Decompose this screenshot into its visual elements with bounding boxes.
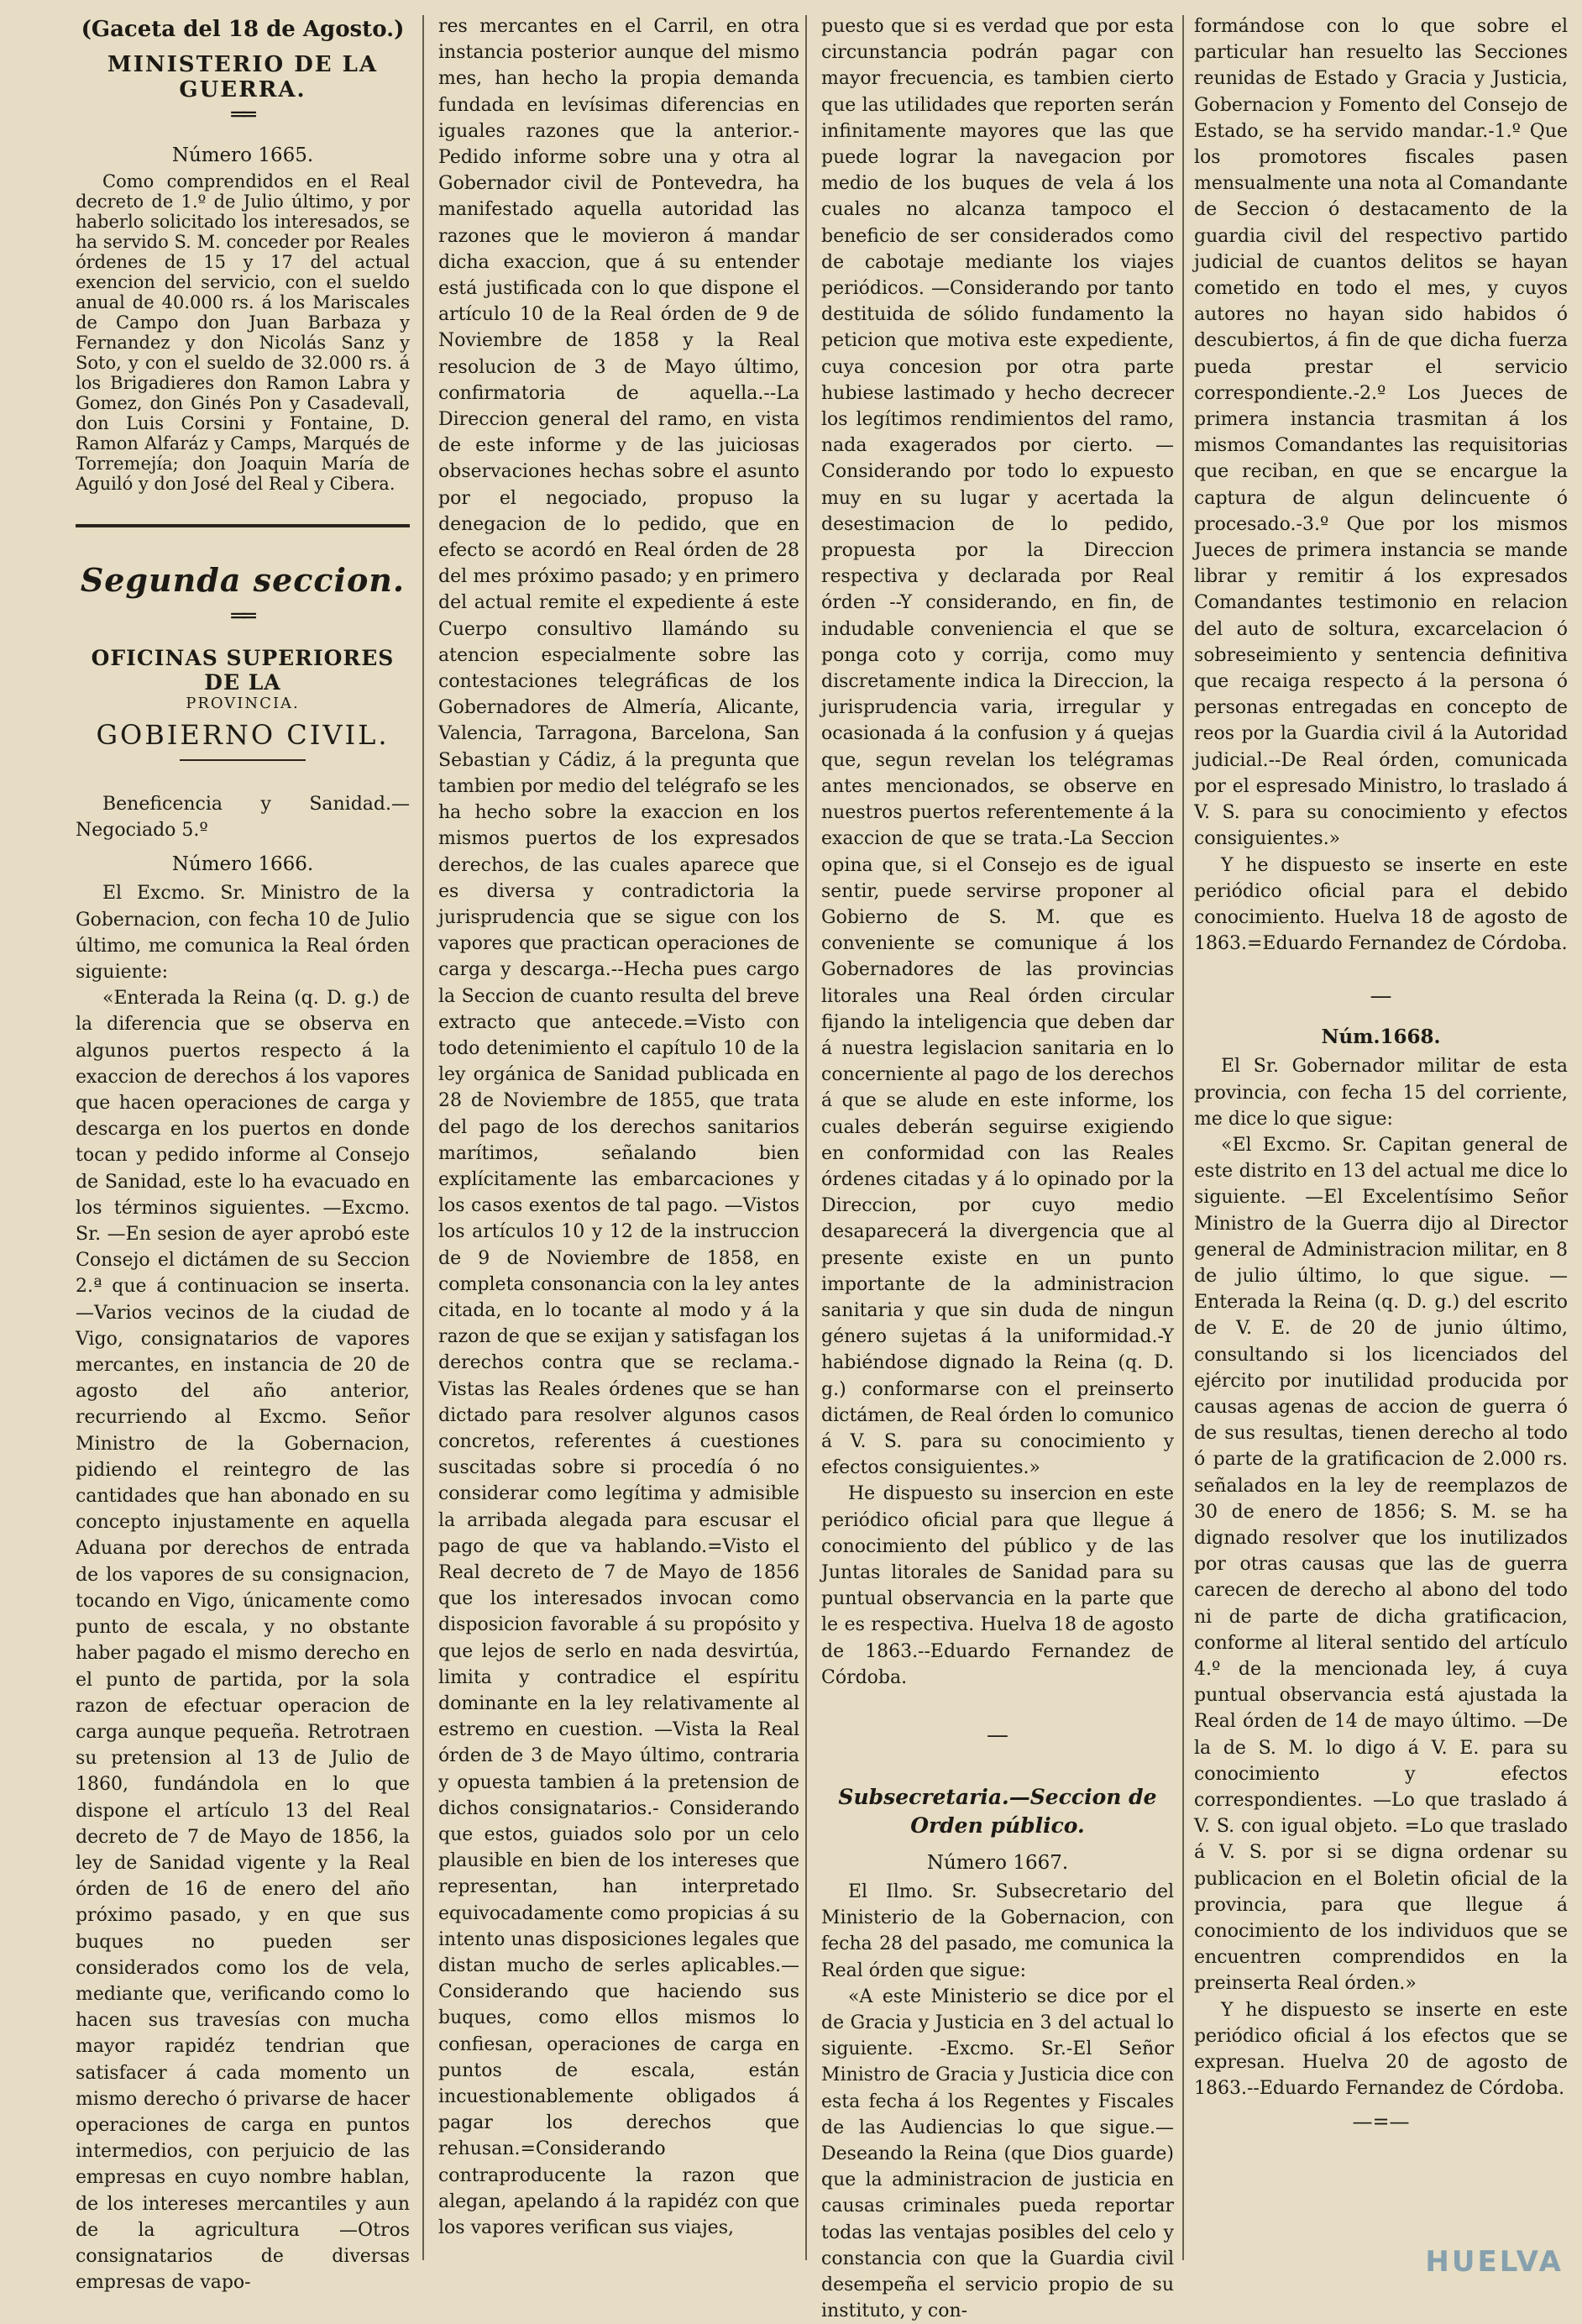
- archive-watermark: [1425, 2237, 1564, 2282]
- column-2: [438, 13, 799, 2279]
- oficinas-heading: OFICINAS SUPERIORES DE LA: [91, 646, 395, 695]
- paragraph-1666-body: «Enterada la Reina (q. D. g.) de la diferencia que se observa en algunos puertos respecto á la exaccion de derechos á los vapores que hacen operaciones de carga y descarga en los puertos en donde tocan y pedido informe al Consejo de Sanidad, este lo ha evacuado en los términos siguientes. —Excmo. Sr. —En sesion de ayer aprobó este Consejo el dictámen de su Seccion 2.ª que á continuacion se inserta. —Varios vecinos de la ciudad de Vigo, consignatarios de vapores mercantes, en instancia de 20 de agosto del año anterior, recurriendo al Excmo. Señor Ministro de la Gobernacion, pidiendo el reintegro de las cantidades que han abonado en su concepto injustamente en aquella Aduana por derechos de entrada de los vapores de su consignacion, tocando en Vigo, únicamente como punto de escala, y no obstante haber pagado el mismo derecho en el punto de partida, por la sola razon de efectuar operacion de carga aunque pequeña. Retrotraen su pretension al 13 de Julio de 1860, fundándola en lo que dispone el artículo 13 del Real decreto de 7 de Mayo de 1856, la ley de Sanidad vigente y la Real órden de 16 de enero del año próximo pasado, y en que sus buques no pueden ser considerados como los de vela, mediante que, verificando como lo hacen sus travesías con mucha mayor rapidéz tendrian que satisfacer á cada momento un mismo derecho ó privarse de hacer operaciones de carga en puntos intermedios, con perjuicio de las empresas en cuyo nombre hablan, de los intereses mercantiles y aun de la agricultura —Otros consignatarios de diversas empresas de vapo-: [76, 988, 410, 2294]
- paragraph-1668-intro: El Sr. Gobernador militar de esta provincia, con fecha 15 del corriente, me dice lo que sigue:: [1194, 1056, 1568, 1130]
- paragraph-continuation: puesto que si es verdad que por esta circunstancia podrán pagar con mayor frecuencia, es tambien cierto que las utilidades que reporten serán infinitamente mayores que las que puede lograr la navegacion por medio de los buques de vela á los cuales no alcanza tampoco el beneficio de ser considerados como de cabotaje mediante los viajes periódicos. —Considerando por tanto destituida de sólido fundamento la peticion que motiva este expediente, cuya concesion por otra parte hubiese lastimado y hecho decrecer los legítimos rendimientos del ramo, nada exagerados por cierto. —Considerando por todo lo expuesto muy en su lugar y acertada la desestimacion de lo pedido, propuesta por la Direccion respectiva y declarada por Real órden --Y considerando, en fin, de indudable conveniencia el que se ponga coto y corrija, como muy discretamente indica la Direccion, la jurisprudencia varia, irregular y ocasionada á la confusion y á quejas que, segun revelan los telégramas antes mencionados, se observe en nuestros puertos referentemente á la exaccion de que se trata.-La Seccion opina que, si el Consejo es de igual sentir, puede servirse proponer al Gobierno de S. M. que es conveniente se comunique á los Gobernadores de las provincias litorales una Real órden circular fijando la inteligencia que deben dar á nuestra legislacion sanitaria en lo concerniente al pago de los derechos á que se alude en este informe, los cuales deberán seguirse exigiendo en conformidad con las Reales órdenes citadas y á lo opinado por la Direccion, por cuyo medio desaparecerá la divergencia que al presente existe en un punto importante de la administracion sanitaria y que sin duda de ningun género sujetas á la uniformidad.-Y habiéndose dignado la Reina (q. D. g.) conformarse con el preinserto dictámen, de Real órden lo comunico á V. S. para su conocimiento y efectos consiguientes.»: [821, 16, 1174, 1479]
- paragraph-1665: Como comprendidos en el Real decreto de 1.º de Julio último, y por haberlo solicitado los interesados, se ha servido S. M. conceder por Reales órdenes de 15 y 17 del actual exencion del servicio, con el sueldo anual de 40.000 rs. á los Mariscales de Campo don Juan Barbaza y Fernandez y don Nicolás Sanz y Soto, y con el sueldo de 32.000 rs. á los Brigadieres don Ramon Labra y Gomez, don Ginés Pon y Casadevall, don Luis Corsini y Fontaine, D. Ramon Alfaráz y Camps, Marqués de Torremejía; don Joaquin María de Aguiló y don José del Real y Cibera.: [76, 171, 410, 494]
- provincia-heading: PROVINCIA.: [186, 695, 300, 712]
- end-dash: —=—: [1352, 2110, 1410, 2134]
- column-4: [1194, 13, 1568, 2279]
- column-1: [76, 13, 410, 2294]
- gobierno-civil-heading: GOBIERNO CIVIL.: [96, 719, 390, 751]
- watermark-label: HUELVA: [1425, 2245, 1564, 2279]
- ministerio-heading: MINISTERIO DE LA GUERRA.: [107, 52, 379, 102]
- column-rule: [422, 15, 424, 2260]
- paragraph-1666-intro: El Excmo. Sr. Ministro de la Gobernacion, con fecha 10 de Julio último, me comunica la Real órden siguiente:: [76, 883, 410, 984]
- paragraph-1667-intro: El Ilmo. Sr. Subsecretario del Ministerio de la Gobernacion, con fecha 28 del pasado, me comunica la Real órden que sigue:: [821, 1881, 1174, 1981]
- double-rule: ══: [231, 604, 254, 629]
- paragraph-continuation: formándose con lo que sobre el particular han resuelto las Secciones reunidas de Estado y Gracia y Justicia, Gobernacion y Fomento del Consejo de Estado, se ha servido mandar.-1.º Que los promotores fiscales pasen mensualmente una nota al Comandante de Seccion ó destacamento de la guardia civil del respectivo partido judicial de cuantos delitos se hayan cometido en todo el mes, y cuyos autores no hayan sido habidos ó descubiertos, á fin de que dicha fuerza pueda prestar el servicio correspondiente.-2.º Los Jueces de primera instancia trasmitan á los mismos Comandantes las requisitorias que reciban, en que se encargue la captura de algun delincuente ó procesado.-3.º Que por los mismos Jueces de primera instancia se mande librar y remitir á los expresados Comandantes testimonio en relacion del auto de soltura, excarcelacion ó sobreseimiento y sentencia definitiva que recaiga respecto á la persona ó personas entregadas en concepto de reos por la Guardia civil á la Autoridad judicial.--De Real órden, comunicada por el espresado Ministro, lo traslado á V. S. para su conocimiento y efectos consiguientes.»: [1194, 16, 1568, 850]
- short-rule: [180, 759, 306, 761]
- paragraph-dispuesto: Y he dispuesto se inserte en este periódico oficial para el debido conocimiento. Huelva 18 de agosto de 1863.=Eduardo Fernandez de Córdoba.: [1194, 854, 1568, 955]
- paragraph-dispuesto-final: Y he dispuesto se inserte en este periódico oficial á los efectos que se expresan. Huelva 20 de agosto de 1863.--Eduardo Fernandez de Córdoba.: [1194, 1999, 1568, 2100]
- numero-1668: Núm.1668.: [1321, 1026, 1441, 1049]
- subsecretaria-heading: Subsecretaria.—Seccion de Orden público.: [838, 1785, 1157, 1838]
- double-rule: ══: [231, 102, 254, 128]
- paragraph-1668-body: «El Excmo. Sr. Capitan general de este distrito en 13 del actual me dice lo siguiente. —El Excelentísimo Señor Ministro de la Guerra dijo al Director general de Administracion militar, en 8 de julio último, lo que sigue. —Enterada la Reina (q. D. g.) del escrito de V. E. de 20 de junio último, consultando si los licenciados del ejército por inutilidad producida por causas agenas de accion de guerra ó de sus resultas, tienen derecho al todo ó parte de la gratificacion de 2.000 rs. señalados en la ley de reemplazos de 30 de enero de 1856; S. M. se ha dignado resolver que los inutilizados por otras causas que las de guerra carecen de derecho al abono del todo ni de parte de dicha gratificacion, conforme al literal sentido del artículo 4.º de la mencionada ley, á cuya puntual observancia está ajustada la Real órden de 14 de mayo último. —De la de S. M. lo digo á V. E. para su conocimiento y efectos correspondientes. —Lo que traslado á V. S. con igual objeto. =Lo que traslado á V. S. por si se digna ordenar su publicacion en el Boletin oficial de la provincia, para que llegue á conocimiento de los individuos que se encuentren comprendidos en la preinserta Real órden.»: [1194, 1134, 1568, 1995]
- numero-1665: Número 1665.: [171, 144, 314, 166]
- column-rule: [1182, 15, 1184, 2260]
- numero-1666: Número 1666.: [171, 853, 314, 876]
- column-rule: [805, 15, 807, 2260]
- segunda-seccion-title: Segunda seccion.: [80, 561, 406, 599]
- numero-1667: Número 1667.: [926, 1852, 1069, 1874]
- beneficencia-line: Beneficencia y Sanidad.—Negociado 5.º: [76, 794, 410, 842]
- paragraph-1667-body: «A este Ministerio se dice por el de Gracia y Justicia en 3 del actual lo siguiente. -Excmo. Sr.-El Señor Ministro de Gracia y Justicia dice con esta fecha á los Regentes y Fiscales de las Audiencias lo que sigue.—Deseando la Reina (que Dios guarde) que la administracion de justicia en causas criminales pueda reportar todas las ventajas posibles del celo y constancia con que la Guardia civil desempeña el servicio propio de su instituto, y con-: [821, 1986, 1174, 2322]
- gaceta-date: (Gaceta del 18 de Agosto.): [81, 17, 405, 42]
- section-divider: [76, 524, 410, 527]
- paragraph-dispuesto: He dispuesto su insercion en este periódico oficial para que llegue á conocimiento del público y de las Juntas litorales de Sanidad para su puntual observancia en la parte que le es respectiva. Huelva 18 de agosto de 1863.--Eduardo Fernandez de Córdoba.: [821, 1483, 1174, 1688]
- short-dash: —: [1370, 984, 1392, 1010]
- short-dash: —: [987, 1723, 1008, 1748]
- paragraph-continuation: res mercantes en el Carril, en otra instancia posterior aunque del mismo mes, han hecho la propia demanda fundada en levísimas diferencias en iguales razones que la anterior.-Pedido informe sobre una y otra al Gobernador civil de Pontevedra, ha manifestado aquella autoridad las razones que le movieron á mandar dicha exaccion, que á su entender está justificada con lo que dispone el artículo 10 de la Real órden de 9 de Noviembre de 1858 y la Real resolucion de 3 de Mayo último, confirmatoria de aquella.--La Direccion general del ramo, en vista de este informe y de las juiciosas observaciones hechas sobre el asunto por el negociado, propuso la denegacion de lo pedido, que en efecto se acordó en Real órden de 28 del mes próximo pasado; y en primero del actual remite el expediente á este Cuerpo consultivo llamándo su atencion especialmente sobre las contestaciones telegráficas de los Gobernadores de Almería, Alicante, Valencia, Tarragona, Barcelona, San Sebastian y Cádiz, á la pregunta que tambien por medio del telégrafo se les ha hecho sobre la exaccion en los mismos puertos de los expresados derechos, de las cuales aparece que es diversa y contradictoria la jurisprudencia que se sigue con los vapores que practican operaciones de carga y descarga.--Hecha pues cargo la Seccion de cuanto resulta del breve extracto que antecede.=Visto con todo detenimiento el capítulo 10 de la ley orgánica de Sanidad publicada en 28 de Noviembre de 1855, que trata del pago de los derechos sanitarios marítimos, señalando bien explícitamente las embarcaciones y los casos exentos de tal pago. —Vistos los artículos 10 y 12 de la instruccion de 9 de Noviembre de 1858, en completa consonancia con la ley antes citada, en lo tocante al modo y á la razon de que se exijan y satisfagan los derechos contra que se reclama.-Vistas las Reales órdenes que se han dictado para resolver algunos casos concretos, referentes á cuestiones suscitadas sobre si procedía ó no considerar como legítima y admisible la arribada alegada para escusar el pago de que va hablando.=Visto el Real decreto de 7 de Mayo de 1856 que los interesados invocan como disposicion favorable á su propósito y que lejos de serlo en nada desvirtúa, limita y contradice el espíritu dominante en la ley relativamente al estremo en cuestion. —Vista la Real órden de 3 de Mayo último, contraria y opuesta tambien á la pretension de dichos consignatarios.- Considerando que estos, guiados solo por un celo plausible en bien de los intereses que representan, han interpretado equivocadamente como propicias á su intento unas disposiciones legales que distan mucho de serles aplicables.—Considerando que haciendo sus buques, como ellos mismos lo confiesan, operaciones de carga en puntos de escala, están incuestionablemente obligados á pagar los derechos que rehusan.=Considerando contraproducente la razon que alegan, apelando á la rapidéz con que los vapores verifican sus viajes,: [438, 16, 799, 2239]
- column-3: [821, 13, 1174, 2322]
